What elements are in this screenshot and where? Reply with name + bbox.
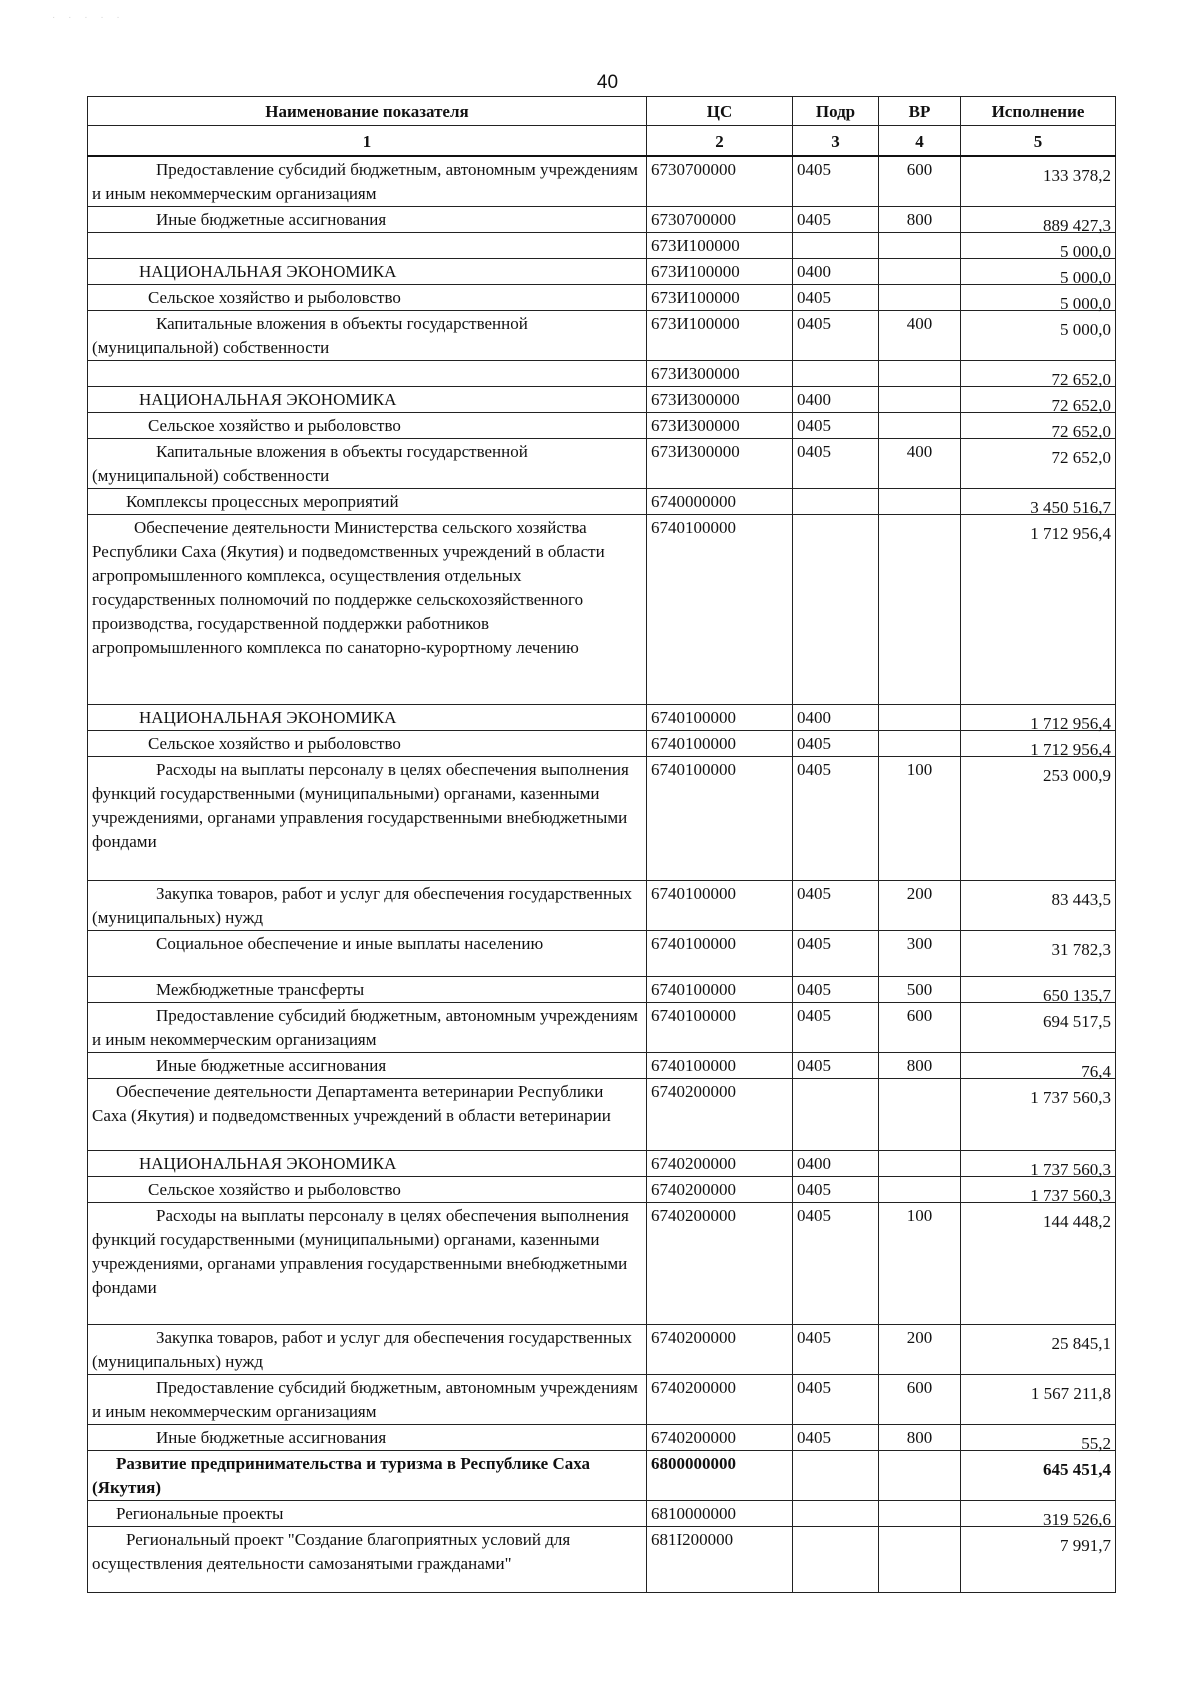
row-podr: 0405 (793, 1003, 879, 1053)
row-name: Иные бюджетные ассигнования (88, 207, 647, 233)
row-podr: 0405 (793, 285, 879, 311)
row-amount: 5 000,0 (961, 233, 1116, 259)
column-number: 5 (961, 126, 1116, 157)
table-row (88, 705, 1116, 731)
row-vr (879, 259, 961, 285)
row-podr: 0400 (793, 1151, 879, 1177)
row-vr: 200 (879, 1325, 961, 1375)
row-podr (793, 489, 879, 515)
row-vr: 800 (879, 1053, 961, 1079)
row-name: Иные бюджетные ассигнования (88, 1425, 647, 1451)
row-amount: 5 000,0 (961, 285, 1116, 311)
row-name: Региональный проект "Создание благоприятных условий для осуществления деятельности самозанятыми гражданами" (88, 1527, 647, 1593)
row-name: НАЦИОНАЛЬНАЯ ЭКОНОМИКА (88, 387, 647, 413)
row-cs: 6740100000 (647, 705, 793, 731)
row-podr: 0405 (793, 207, 879, 233)
row-amount: 1 712 956,4 (961, 705, 1116, 731)
row-vr: 100 (879, 1203, 961, 1325)
row-name: Комплексы процессных мероприятий (88, 489, 647, 515)
table-row (88, 1203, 1116, 1325)
row-podr (793, 361, 879, 387)
row-cs: 6740100000 (647, 731, 793, 757)
row-name: Капитальные вложения в объекты государственной (муниципальной) собственности (88, 311, 647, 361)
row-podr: 0405 (793, 977, 879, 1003)
row-vr: 600 (879, 1003, 961, 1053)
row-vr: 400 (879, 439, 961, 489)
table-row (88, 361, 1116, 387)
row-cs: 673И100000 (647, 285, 793, 311)
row-name: Капитальные вложения в объекты государственной (муниципальной) собственности (88, 439, 647, 489)
row-vr (879, 1527, 961, 1593)
row-cs: 6740200000 (647, 1151, 793, 1177)
header-row (88, 97, 1116, 126)
table-row (88, 413, 1116, 439)
row-name: Иные бюджетные ассигнования (88, 1053, 647, 1079)
table-row (88, 1527, 1116, 1593)
row-name: Сельское хозяйство и рыболовство (88, 1177, 647, 1203)
table-row (88, 1325, 1116, 1375)
table-row (88, 977, 1116, 1003)
table-row (88, 1375, 1116, 1425)
row-cs: 673И100000 (647, 259, 793, 285)
row-vr (879, 361, 961, 387)
row-podr: 0400 (793, 259, 879, 285)
row-vr (879, 1177, 961, 1203)
row-name: Закупка товаров, работ и услуг для обеспечения государственных (муниципальных) нужд (88, 1325, 647, 1375)
budget-execution-table (87, 96, 1116, 1593)
row-podr: 0405 (793, 1375, 879, 1425)
table-row (88, 233, 1116, 259)
row-name: Сельское хозяйство и рыболовство (88, 285, 647, 311)
row-name: Обеспечение деятельности Министерства сельского хозяйства Республики Саха (Якутия) и подведомственных учреждений в области агропромышленного комплекса, осуществления отдельных государственных полномочий по поддержке сельскохозяйственного производства, государственной поддержки работников агропромышленного комплекса по санаторно-курортному лечению (88, 515, 647, 705)
column-number: 3 (793, 126, 879, 157)
row-podr (793, 1079, 879, 1151)
column-number: 4 (879, 126, 961, 157)
row-amount: 25 845,1 (961, 1325, 1116, 1375)
row-cs: 673И100000 (647, 233, 793, 259)
row-podr: 0405 (793, 413, 879, 439)
row-name: НАЦИОНАЛЬНАЯ ЭКОНОМИКА (88, 259, 647, 285)
row-name: Предоставление субсидий бюджетным, автономным учреждениям и иным некоммерческим организациям (88, 156, 647, 207)
scan-artifact: · · · · · (52, 12, 125, 23)
table-row (88, 757, 1116, 881)
column-number: 1 (88, 126, 647, 157)
row-amount: 72 652,0 (961, 439, 1116, 489)
table-row (88, 311, 1116, 361)
row-name (88, 361, 647, 387)
row-cs: 6810000000 (647, 1501, 793, 1527)
row-cs: 6730700000 (647, 156, 793, 207)
row-name: Социальное обеспечение и иные выплаты населению (88, 931, 647, 977)
row-vr (879, 233, 961, 259)
row-name: Расходы на выплаты персоналу в целях обеспечения выполнения функций государственными (муниципальными) органами, казенными учреждениями, органами управления государственными внебюджетными фондами (88, 1203, 647, 1325)
row-cs: 681I200000 (647, 1527, 793, 1593)
row-name: Предоставление субсидий бюджетным, автономным учреждениям и иным некоммерческим организациям (88, 1003, 647, 1053)
row-amount: 253 000,9 (961, 757, 1116, 881)
row-cs: 6740200000 (647, 1425, 793, 1451)
row-podr: 0405 (793, 156, 879, 207)
row-podr: 0405 (793, 439, 879, 489)
row-amount: 72 652,0 (961, 387, 1116, 413)
column-header-podr: Подр (793, 97, 879, 126)
row-amount: 1 712 956,4 (961, 731, 1116, 757)
row-vr (879, 387, 961, 413)
row-podr: 0400 (793, 705, 879, 731)
column-number-row (88, 126, 1116, 157)
table-row (88, 285, 1116, 311)
row-vr (879, 413, 961, 439)
table-row (88, 515, 1116, 705)
row-vr: 100 (879, 757, 961, 881)
row-amount: 1 712 956,4 (961, 515, 1116, 705)
row-cs: 6740100000 (647, 515, 793, 705)
row-cs: 6740000000 (647, 489, 793, 515)
table-row (88, 207, 1116, 233)
row-cs: 6740100000 (647, 757, 793, 881)
row-podr: 0405 (793, 731, 879, 757)
row-podr: 0405 (793, 1053, 879, 1079)
table-row (88, 259, 1116, 285)
row-podr (793, 1451, 879, 1501)
row-podr (793, 1501, 879, 1527)
row-cs: 6740200000 (647, 1375, 793, 1425)
row-name: Региональные проекты (88, 1501, 647, 1527)
row-amount: 133 378,2 (961, 156, 1116, 207)
row-vr: 600 (879, 156, 961, 207)
row-amount: 72 652,0 (961, 413, 1116, 439)
row-cs: 6730700000 (647, 207, 793, 233)
row-cs: 6740100000 (647, 931, 793, 977)
row-name (88, 233, 647, 259)
row-cs: 673И300000 (647, 387, 793, 413)
row-vr: 300 (879, 931, 961, 977)
row-vr (879, 1079, 961, 1151)
row-cs: 6740200000 (647, 1325, 793, 1375)
row-amount: 5 000,0 (961, 311, 1116, 361)
row-podr: 0405 (793, 311, 879, 361)
row-cs: 6740100000 (647, 1003, 793, 1053)
row-vr (879, 1151, 961, 1177)
row-amount: 3 450 516,7 (961, 489, 1116, 515)
table-row (88, 439, 1116, 489)
row-name: Расходы на выплаты персоналу в целях обеспечения выполнения функций государственными (муниципальными) органами, казенными учреждениями, органами управления государственными внебюджетными фондами (88, 757, 647, 881)
row-cs: 6740100000 (647, 977, 793, 1003)
page-number: 40 (596, 72, 619, 93)
row-cs: 673И300000 (647, 413, 793, 439)
row-cs: 6740200000 (647, 1203, 793, 1325)
column-header-amount: Исполнение (961, 97, 1116, 126)
row-podr: 0405 (793, 1177, 879, 1203)
row-amount: 889 427,3 (961, 207, 1116, 233)
row-podr: 0400 (793, 387, 879, 413)
row-vr (879, 285, 961, 311)
row-amount: 83 443,5 (961, 881, 1116, 931)
row-vr: 800 (879, 207, 961, 233)
row-amount: 144 448,2 (961, 1203, 1116, 1325)
table-row (88, 1079, 1116, 1151)
column-header-name: Наименование показателя (88, 97, 647, 126)
table-row (88, 1425, 1116, 1451)
row-podr: 0405 (793, 1325, 879, 1375)
row-vr: 800 (879, 1425, 961, 1451)
row-name: Закупка товаров, работ и услуг для обеспечения государственных (муниципальных) нужд (88, 881, 647, 931)
table-row (88, 1003, 1116, 1053)
table-row (88, 1177, 1116, 1203)
row-amount: 55,2 (961, 1425, 1116, 1451)
row-name: Сельское хозяйство и рыболовство (88, 731, 647, 757)
row-name: Сельское хозяйство и рыболовство (88, 413, 647, 439)
row-cs: 6800000000 (647, 1451, 793, 1501)
table-row (88, 387, 1116, 413)
row-vr (879, 489, 961, 515)
table-row (88, 931, 1116, 977)
table-row (88, 489, 1116, 515)
table-row (88, 1053, 1116, 1079)
row-amount: 1 737 560,3 (961, 1151, 1116, 1177)
row-podr: 0405 (793, 1203, 879, 1325)
row-vr (879, 731, 961, 757)
row-podr (793, 233, 879, 259)
row-cs: 6740200000 (647, 1177, 793, 1203)
row-cs: 673И100000 (647, 311, 793, 361)
column-number: 2 (647, 126, 793, 157)
table-row (88, 731, 1116, 757)
row-vr (879, 1451, 961, 1501)
row-vr: 400 (879, 311, 961, 361)
table-row (88, 1501, 1116, 1527)
row-cs: 6740200000 (647, 1079, 793, 1151)
row-name: Межбюджетные трансферты (88, 977, 647, 1003)
table-row (88, 1451, 1116, 1501)
row-amount: 7 991,7 (961, 1527, 1116, 1593)
row-amount: 650 135,7 (961, 977, 1116, 1003)
row-vr (879, 515, 961, 705)
row-podr (793, 515, 879, 705)
row-name: НАЦИОНАЛЬНАЯ ЭКОНОМИКА (88, 705, 647, 731)
row-name: Обеспечение деятельности Департамента ветеринарии Республики Саха (Якутия) и подведомственных учреждений в области ветеринарии (88, 1079, 647, 1151)
row-vr: 500 (879, 977, 961, 1003)
row-cs: 6740100000 (647, 881, 793, 931)
row-amount: 1 737 560,3 (961, 1079, 1116, 1151)
row-amount: 645 451,4 (961, 1451, 1116, 1501)
table-row (88, 881, 1116, 931)
row-amount: 31 782,3 (961, 931, 1116, 977)
row-podr: 0405 (793, 757, 879, 881)
row-podr: 0405 (793, 1425, 879, 1451)
row-podr (793, 1527, 879, 1593)
row-podr: 0405 (793, 881, 879, 931)
row-amount: 5 000,0 (961, 259, 1116, 285)
table-row (88, 156, 1116, 207)
row-amount: 76,4 (961, 1053, 1116, 1079)
row-vr (879, 1501, 961, 1527)
row-cs: 673И300000 (647, 439, 793, 489)
row-amount: 1 567 211,8 (961, 1375, 1116, 1425)
row-amount: 1 737 560,3 (961, 1177, 1116, 1203)
table-row (88, 1151, 1116, 1177)
row-vr (879, 705, 961, 731)
row-amount: 72 652,0 (961, 361, 1116, 387)
row-amount: 694 517,5 (961, 1003, 1116, 1053)
row-name: НАЦИОНАЛЬНАЯ ЭКОНОМИКА (88, 1151, 647, 1177)
row-amount: 319 526,6 (961, 1501, 1116, 1527)
row-cs: 6740100000 (647, 1053, 793, 1079)
row-name: Развитие предпринимательства и туризма в Республике Саха (Якутия) (88, 1451, 647, 1501)
row-name: Предоставление субсидий бюджетным, автономным учреждениям и иным некоммерческим организациям (88, 1375, 647, 1425)
column-header-vr: ВР (879, 97, 961, 126)
row-vr: 600 (879, 1375, 961, 1425)
row-cs: 673И300000 (647, 361, 793, 387)
column-header-cs: ЦС (647, 97, 793, 126)
row-vr: 200 (879, 881, 961, 931)
row-podr: 0405 (793, 931, 879, 977)
